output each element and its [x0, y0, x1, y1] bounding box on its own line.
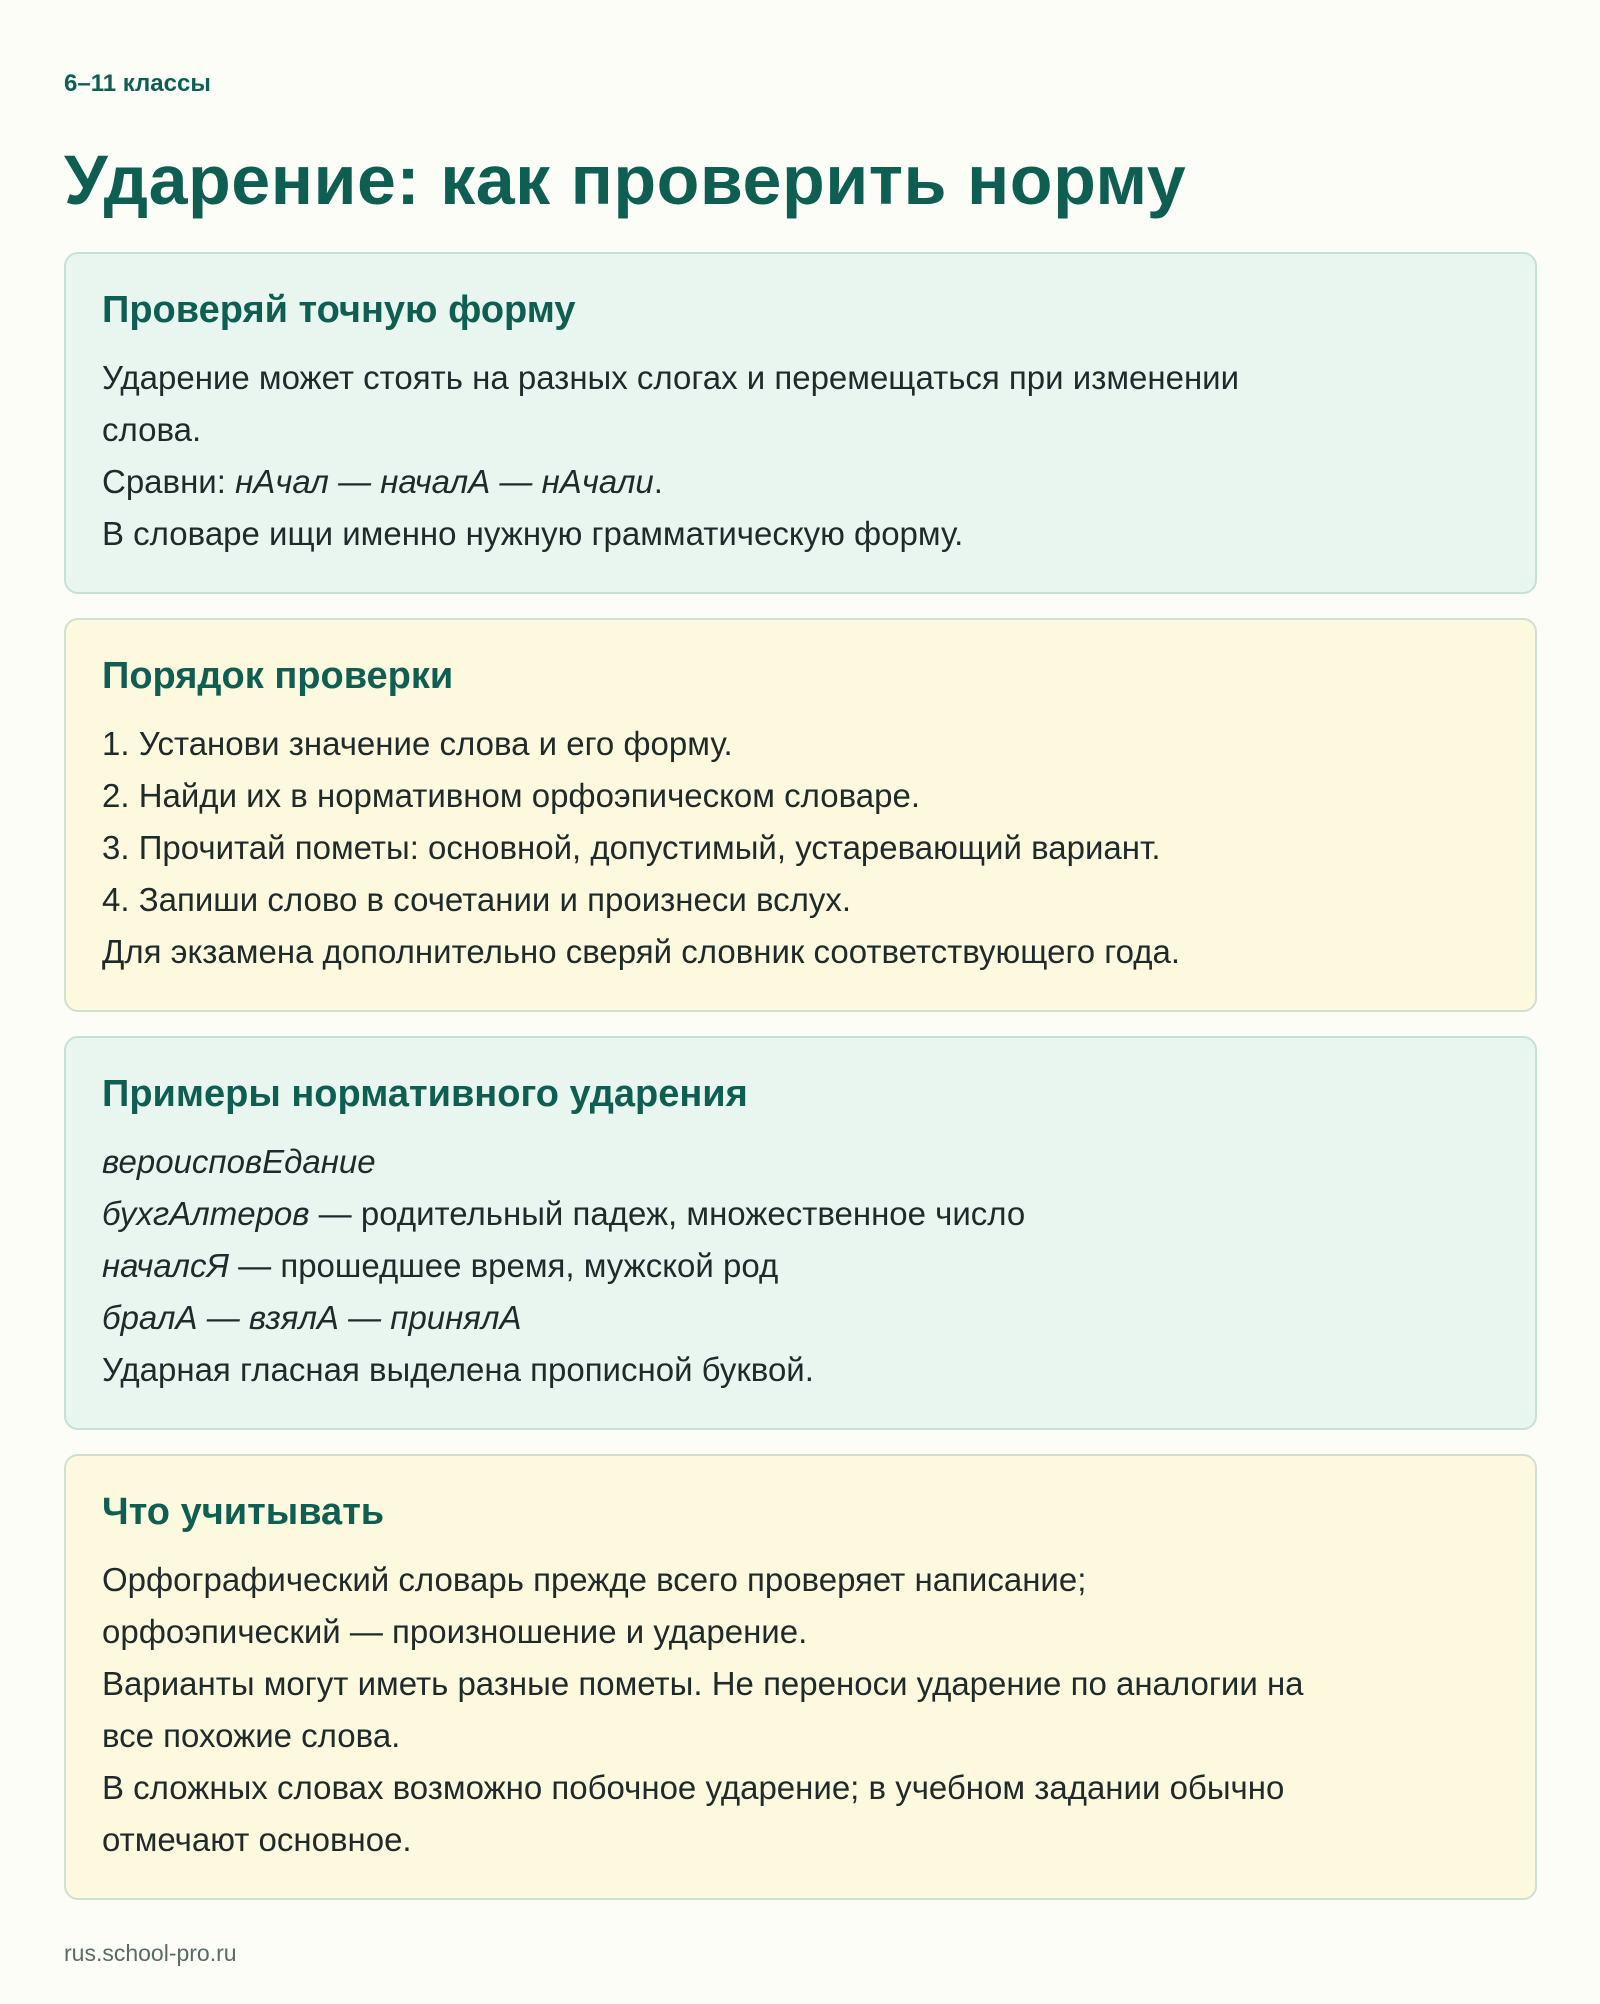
example-line	[102, 1188, 1499, 1240]
example-word: бухгАлтеров	[102, 1194, 310, 1232]
card-text-line: В сложных словах возможно побочное ударение; в учебном задании обычно	[102, 1768, 1285, 1806]
card-note: Для экзамена дополнительно сверяй словник соответствующего года.	[102, 932, 1180, 970]
card-heading: Примеры нормативного ударения	[102, 1073, 748, 1115]
step-item: 1. Установи значение слова и его форму.	[102, 724, 733, 762]
compare-prefix: Сравни:	[102, 462, 236, 500]
example-line	[102, 1292, 1499, 1344]
card-examples	[64, 1036, 1537, 1430]
example-word: началсЯ	[102, 1246, 229, 1284]
card-text-line: все похожие слова.	[102, 1716, 401, 1754]
card-text-line: Ударение может стоять на разных слогах и перемещаться при изменении	[102, 358, 1240, 396]
card-heading: Порядок проверки	[102, 655, 454, 697]
example-word: бралА — взялА — принялА	[102, 1298, 522, 1336]
example-note: — родительный падеж, множественное число	[309, 1194, 1026, 1232]
step-item: 4. Запиши слово в сочетании и произнеси вслух.	[102, 880, 852, 918]
card-check-order	[64, 618, 1537, 1012]
card-text-line: Орфографический словарь прежде всего проверяет написание;	[102, 1560, 1087, 1598]
compare-example: нАчал — началА — нАчали	[235, 462, 654, 500]
example-note: — прошедшее время, мужской род	[228, 1246, 779, 1284]
step-item: 3. Прочитай пометы: основной, допустимый, устаревающий вариант.	[102, 828, 1161, 866]
card-note: Ударная гласная выделена прописной буквой.	[102, 1350, 814, 1388]
page-title: Ударение: как проверить норму	[64, 141, 1187, 219]
card-text-line: Варианты могут иметь разные пометы. Не переноси ударение по аналогии на	[102, 1664, 1304, 1702]
example-word: вероисповЕдание	[102, 1142, 376, 1180]
grade-label: 6–11 классы	[64, 70, 211, 97]
card-heading: Что учитывать	[102, 1491, 385, 1533]
card-text-line: орфоэпический — произношение и ударение.	[102, 1612, 808, 1650]
card-exact-form	[64, 252, 1537, 594]
footer-site: rus.school-pro.ru	[64, 1940, 237, 1966]
card-text-line: В словаре ищи именно нужную грамматическую форму.	[102, 514, 964, 552]
compare-suffix: .	[653, 462, 663, 500]
card-heading: Проверяй точную форму	[102, 289, 576, 331]
card-text-line: отмечают основное.	[102, 1820, 412, 1858]
step-item: 2. Найди их в нормативном орфоэпическом словаре.	[102, 776, 921, 814]
example-line	[102, 1240, 1499, 1292]
card-text-line: слова.	[102, 410, 202, 448]
compare-line	[102, 456, 1499, 508]
card-what-to-consider	[64, 1454, 1537, 1900]
example-line	[102, 1136, 1499, 1188]
